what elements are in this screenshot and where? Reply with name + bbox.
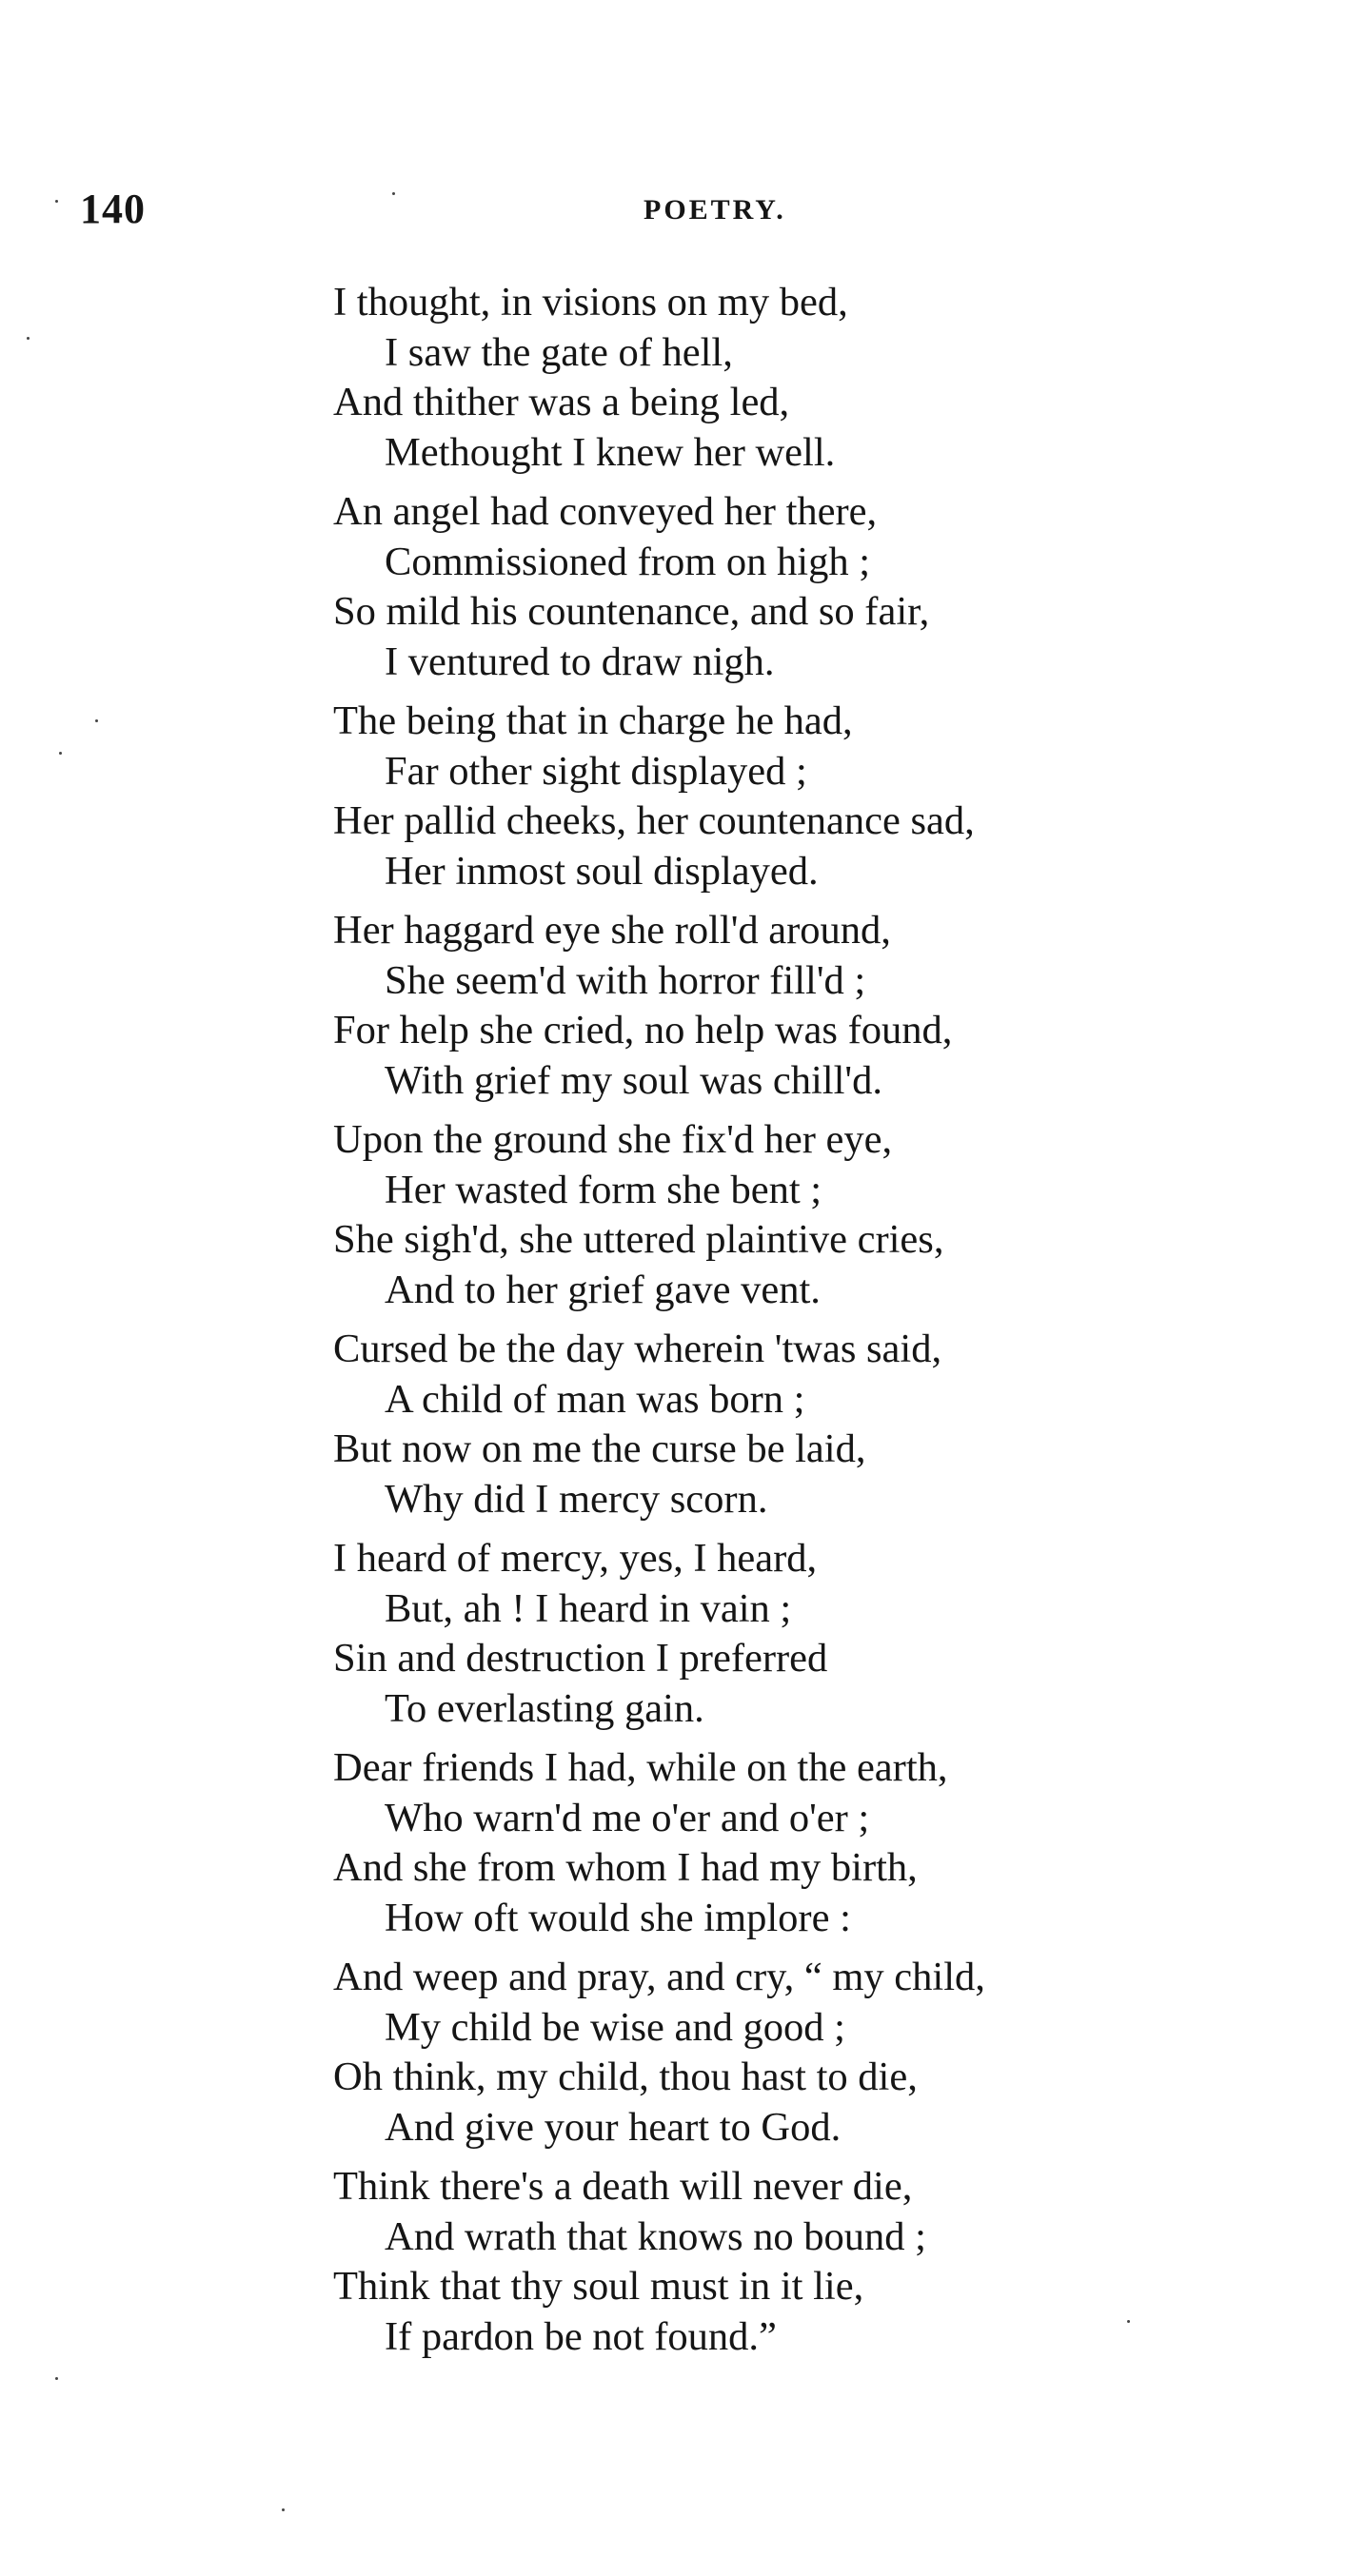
poem-line: Far other sight displayed ; (385, 748, 807, 794)
poem-line: So mild his countenance, and so fair, (333, 589, 930, 634)
print-speck (59, 752, 62, 755)
print-speck (1127, 2320, 1130, 2323)
poem-line: Her wasted form she bent ; (385, 1167, 822, 1212)
poem-line: Dear friends I had, while on the earth, (333, 1745, 948, 1790)
poem-line: I saw the gate of hell, (385, 329, 733, 375)
stanza (333, 278, 1285, 478)
poem-line: And weep and pray, and cry, “ my child, (333, 1955, 985, 1999)
stanza (333, 1115, 1285, 1315)
page-number: 140 (80, 186, 146, 232)
poem-line: Methought I knew her well. (385, 429, 836, 475)
print-speck (95, 719, 98, 722)
poem-line: And she from whom I had my birth, (333, 1845, 918, 1890)
poem-line: I ventured to draw nigh. (385, 639, 775, 684)
poem-line: To everlasting gain. (385, 1685, 704, 1731)
poem-line: But now on me the curse be laid, (333, 1426, 866, 1471)
poem-line: Her inmost soul displayed. (385, 848, 819, 894)
page-header (0, 185, 1367, 242)
poem-line: And give your heart to God. (385, 2104, 842, 2150)
poem-line: Who warn'd me o'er and o'er ; (385, 1795, 870, 1840)
print-speck (282, 2508, 285, 2511)
poem-line: Think there's a death will never die, (333, 2164, 913, 2209)
poem-line: And thither was a being led, (333, 380, 790, 424)
poem-line: Her pallid cheeks, her countenance sad, (333, 798, 975, 843)
print-speck (55, 200, 58, 203)
stanza (333, 2162, 1285, 2362)
poem-line: An angel had conveyed her there, (333, 489, 878, 534)
poem (333, 278, 1285, 2371)
stanza (333, 487, 1285, 687)
poem-line: And to her grief gave vent. (385, 1267, 821, 1312)
poem-line: I heard of mercy, yes, I heard, (333, 1536, 818, 1581)
stanza (333, 697, 1285, 896)
print-speck (27, 337, 30, 340)
poem-line: I thought, in visions on my bed, (333, 280, 848, 324)
stanza (333, 906, 1285, 1106)
print-speck (392, 192, 395, 195)
poem-line: With grief my soul was chill'd. (385, 1057, 882, 1103)
poem-line: Why did I mercy scorn. (385, 1476, 768, 1522)
running-head: POETRY. (644, 194, 786, 226)
poem-line: How oft would she implore : (385, 1895, 851, 1940)
poem-line: But, ah ! I heard in vain ; (385, 1585, 792, 1631)
poem-line: Commissioned from on high ; (385, 539, 870, 584)
poem-line: A child of man was born ; (385, 1376, 805, 1422)
stanza (333, 1953, 1285, 2153)
stanza (333, 1743, 1285, 1943)
poem-line: Upon the ground she fix'd her eye, (333, 1117, 893, 1162)
stanza (333, 1325, 1285, 1524)
poem-line: Oh think, my child, thou hast to die, (333, 2055, 918, 2099)
poem-line: For help she cried, no help was found, (333, 1008, 953, 1052)
poem-line: Sin and destruction I preferred (333, 1636, 828, 1681)
poem-line: The being that in charge he had, (333, 698, 853, 743)
poem-line: My child be wise and good ; (385, 2004, 845, 2050)
poem-line: She sigh'd, she uttered plaintive cries, (333, 1217, 944, 1262)
poem-line: She seem'd with horror fill'd ; (385, 957, 866, 1003)
poem-line: And wrath that knows no bound ; (385, 2213, 926, 2259)
poem-line: If pardon be not found.” (385, 2313, 777, 2359)
poem-line: Her haggard eye she roll'd around, (333, 908, 891, 953)
stanza (333, 1534, 1285, 1734)
poem-line: Cursed be the day wherein 'twas said, (333, 1327, 942, 1371)
poem-line: Think that thy soul must in it lie, (333, 2264, 864, 2309)
print-speck (55, 2377, 58, 2380)
